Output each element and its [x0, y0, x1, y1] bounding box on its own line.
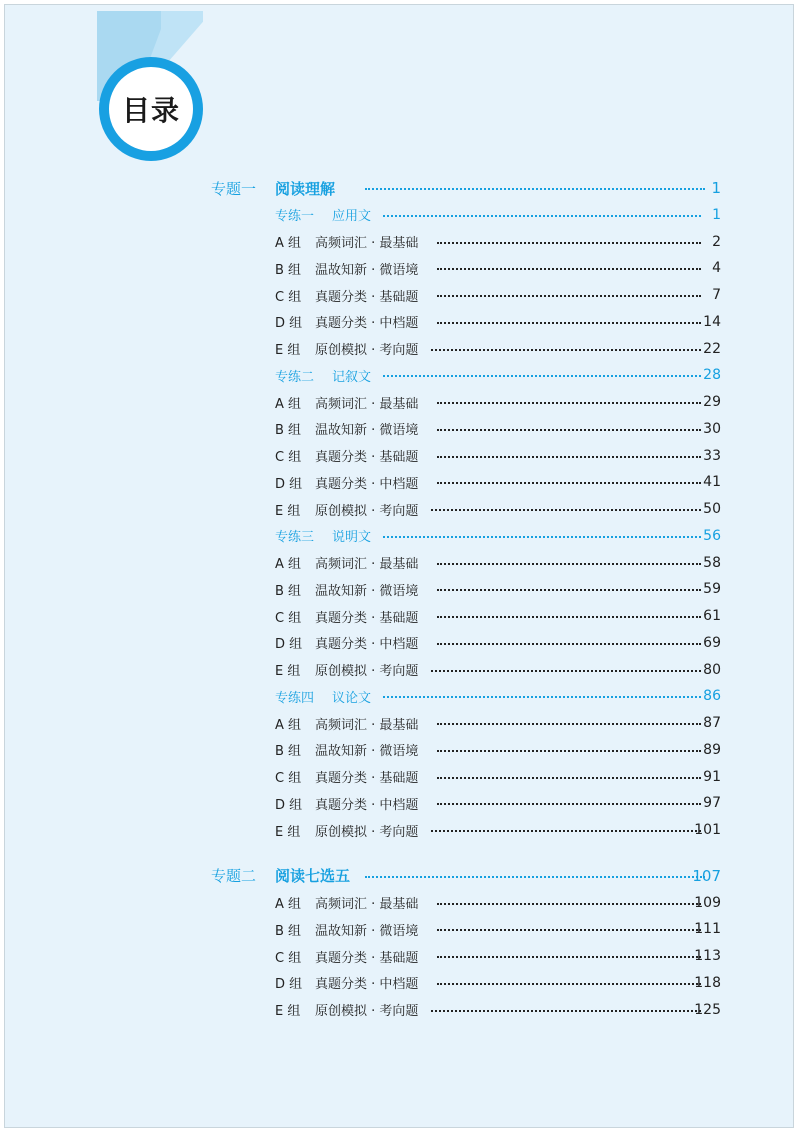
entry-title: 原创模拟 · 考向题 — [315, 503, 419, 519]
dot-leader — [431, 509, 701, 511]
entry-group: D 组 — [275, 797, 303, 813]
page-number: 56 — [703, 527, 721, 544]
toc-entry[interactable] — [5, 391, 793, 413]
toc-entry[interactable] — [5, 605, 793, 627]
page-number: 69 — [703, 634, 721, 651]
dot-leader — [437, 723, 701, 725]
dot-leader — [437, 456, 701, 458]
entry-group: C 组 — [275, 289, 302, 305]
entry-group: C 组 — [275, 610, 302, 626]
entry-title: 温故知新 · 微语境 — [315, 744, 419, 760]
subsection-code: 专练四 — [275, 690, 315, 706]
entry-group: D 组 — [275, 316, 303, 332]
page-number: 109 — [694, 894, 721, 911]
entry-title: 真题分类 · 中档题 — [315, 977, 419, 993]
entry-title: 真题分类 · 基础题 — [315, 289, 419, 305]
title-badge-inner — [109, 67, 193, 151]
subsection-code: 专练三 — [275, 530, 315, 546]
entry-title: 高频词汇 · 最基础 — [315, 236, 419, 251]
entry-title: 温故知新 · 微语境 — [315, 923, 419, 939]
entry-group: A 组 — [275, 717, 302, 733]
dot-leader — [437, 643, 701, 645]
dot-leader — [437, 242, 701, 244]
page-number: 111 — [694, 921, 721, 938]
section-code: 专题一 — [211, 179, 257, 198]
page-number: 30 — [703, 420, 721, 437]
page-number: 87 — [703, 715, 721, 731]
entry-group: D 组 — [275, 476, 303, 492]
page-number: 1 — [711, 179, 721, 197]
page-number: 28 — [703, 367, 721, 384]
entry-title: 真题分类 · 基础题 — [315, 771, 419, 786]
dot-leader — [431, 670, 701, 672]
dot-leader — [365, 188, 705, 190]
dot-leader — [437, 402, 701, 404]
toc-entry[interactable] — [5, 284, 793, 306]
entry-group: D 组 — [275, 977, 303, 993]
toc-entry[interactable] — [5, 471, 793, 493]
toc-entry[interactable] — [5, 945, 793, 967]
dot-leader — [437, 956, 701, 958]
entry-group: E 组 — [275, 1004, 301, 1019]
page-number: 58 — [703, 554, 721, 571]
page-number: 113 — [694, 948, 721, 964]
dot-leader — [437, 803, 701, 805]
entry-group: E 组 — [275, 503, 301, 519]
page-number: 97 — [703, 795, 721, 812]
entry-group: B 组 — [275, 583, 302, 599]
page-number: 101 — [694, 822, 721, 838]
entry-title: 记叙文 — [332, 369, 372, 385]
dot-leader — [437, 429, 701, 431]
entry-title: 真题分类 · 基础题 — [315, 610, 419, 626]
entry-group: B 组 — [275, 423, 302, 439]
dot-leader — [437, 777, 701, 779]
dot-leader — [431, 349, 701, 351]
toc-entry[interactable] — [5, 257, 793, 279]
page-title: 目录 — [121, 94, 180, 127]
entry-group: A 组 — [275, 396, 302, 412]
entry-title: 应用文 — [332, 209, 372, 225]
toc-entry[interactable] — [5, 766, 793, 788]
toc-entry[interactable] — [5, 712, 793, 734]
dot-leader — [365, 876, 705, 878]
page-number: 22 — [703, 340, 721, 357]
dot-leader — [437, 929, 701, 931]
entry-title: 真题分类 · 中档题 — [315, 637, 419, 653]
entry-group: E 组 — [275, 824, 301, 840]
page-number: 29 — [703, 394, 721, 410]
toc-section[interactable] — [5, 177, 793, 199]
toc-entry[interactable] — [5, 311, 793, 333]
page-number: 61 — [703, 608, 721, 624]
entry-group: D 组 — [275, 637, 303, 653]
dot-leader — [437, 616, 701, 618]
toc-entry[interactable] — [5, 338, 793, 360]
dot-leader — [437, 589, 701, 591]
entry-title: 真题分类 · 基础题 — [315, 450, 419, 465]
page-number: 107 — [692, 866, 721, 885]
entry-title: 真题分类 · 中档题 — [315, 476, 419, 492]
toc-entry[interactable] — [5, 792, 793, 814]
entry-title: 真题分类 · 中档题 — [315, 316, 419, 332]
entry-group: C 组 — [275, 771, 302, 786]
entry-title: 温故知新 · 微语境 — [315, 262, 419, 278]
page-number: 125 — [694, 1001, 721, 1018]
page-number: 33 — [703, 447, 721, 464]
entry-title: 原创模拟 · 考向题 — [315, 1004, 419, 1019]
entry-title: 说明文 — [332, 530, 372, 546]
entry-title: 原创模拟 · 考向题 — [315, 824, 419, 840]
entry-group: C 组 — [275, 450, 302, 465]
dot-leader — [437, 563, 701, 565]
entry-group: E 组 — [275, 343, 301, 358]
dot-leader — [431, 830, 701, 832]
toc-entry[interactable] — [5, 999, 793, 1021]
page-number: 7 — [712, 287, 721, 303]
entry-title: 真题分类 · 中档题 — [315, 797, 419, 813]
dot-leader — [437, 983, 701, 985]
entry-title: 阅读七选五 — [275, 867, 351, 886]
dot-leader — [437, 268, 701, 270]
entry-title: 阅读理解 — [275, 179, 336, 198]
entry-title: 高频词汇 · 最基础 — [315, 717, 419, 733]
toc-subsection[interactable] — [5, 364, 793, 386]
entry-title: 高频词汇 · 最基础 — [315, 396, 419, 412]
subsection-code: 专练一 — [275, 209, 315, 225]
dot-leader — [431, 1010, 701, 1012]
entry-group: A 组 — [275, 236, 302, 251]
entry-title: 高频词汇 · 最基础 — [315, 897, 419, 912]
page-number: 118 — [694, 974, 721, 991]
entry-title: 原创模拟 · 考向题 — [315, 343, 419, 358]
toc-entry[interactable] — [5, 445, 793, 467]
title-badge — [99, 57, 203, 161]
page-number: 59 — [703, 581, 721, 598]
entry-group: B 组 — [275, 262, 302, 278]
toc-entry[interactable] — [5, 892, 793, 914]
dot-leader — [437, 322, 701, 324]
page-number: 50 — [703, 501, 721, 517]
page-number: 89 — [703, 741, 721, 758]
page-number: 14 — [703, 313, 721, 330]
toc-entry[interactable] — [5, 972, 793, 994]
toc-subsection[interactable] — [5, 204, 793, 226]
entry-title: 原创模拟 · 考向题 — [315, 664, 419, 679]
page-number: 91 — [703, 768, 721, 785]
toc-subsection[interactable] — [5, 525, 793, 547]
toc-entry[interactable] — [5, 632, 793, 654]
page-number: 1 — [712, 206, 721, 223]
toc-entry[interactable] — [5, 659, 793, 681]
entry-title: 真题分类 · 基础题 — [315, 950, 419, 966]
section-code: 专题二 — [211, 867, 257, 886]
toc-entry[interactable] — [5, 819, 793, 841]
entry-group: C 组 — [275, 950, 302, 966]
toc-entry[interactable] — [5, 418, 793, 440]
toc-entry[interactable] — [5, 739, 793, 761]
subsection-code: 专练二 — [275, 369, 315, 385]
page-number: 4 — [712, 260, 721, 277]
toc-entry[interactable] — [5, 231, 793, 253]
entry-title: 议论文 — [332, 690, 372, 706]
page-number: 80 — [703, 661, 721, 678]
dot-leader — [437, 750, 701, 752]
dot-leader — [437, 482, 701, 484]
toc-entry[interactable] — [5, 918, 793, 940]
document-page — [4, 4, 794, 1128]
entry-title: 温故知新 · 微语境 — [315, 423, 419, 439]
entry-group: A 组 — [275, 897, 302, 912]
dot-leader — [383, 696, 701, 698]
entry-group: B 组 — [275, 744, 302, 760]
entry-group: A 组 — [275, 557, 302, 572]
toc-entry[interactable] — [5, 552, 793, 574]
toc-entry[interactable] — [5, 498, 793, 520]
toc-section[interactable] — [5, 865, 793, 887]
dot-leader — [383, 215, 701, 217]
entry-title: 高频词汇 · 最基础 — [315, 557, 419, 572]
dot-leader — [437, 903, 701, 905]
toc-subsection[interactable] — [5, 685, 793, 707]
page-number: 86 — [703, 688, 721, 705]
page-number: 41 — [703, 474, 721, 491]
entry-group: B 组 — [275, 923, 302, 939]
page-number: 2 — [712, 233, 721, 250]
dot-leader — [437, 295, 701, 297]
dot-leader — [383, 375, 701, 377]
entry-title: 温故知新 · 微语境 — [315, 583, 419, 599]
dot-leader — [383, 536, 701, 538]
toc-entry[interactable] — [5, 578, 793, 600]
entry-group: E 组 — [275, 664, 301, 679]
